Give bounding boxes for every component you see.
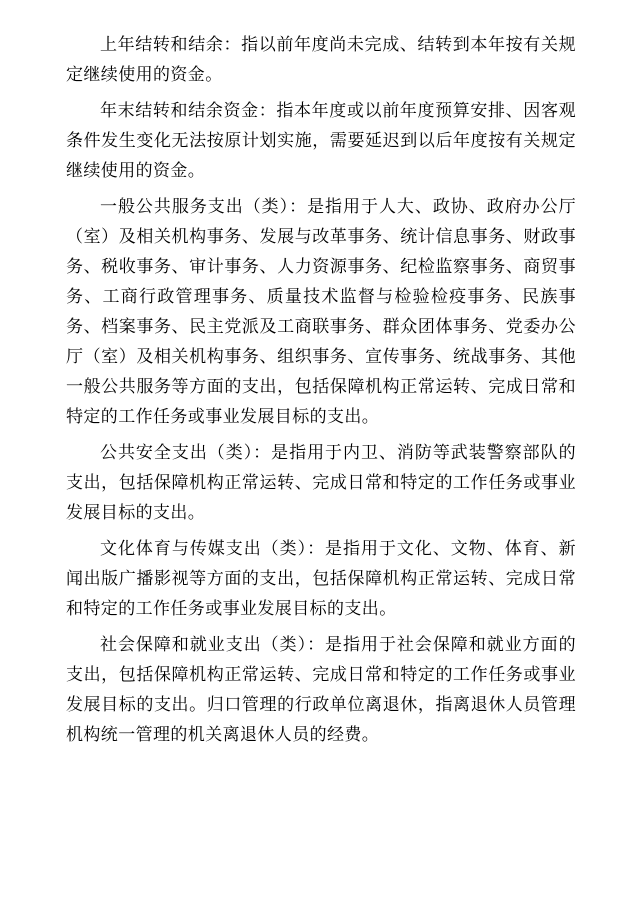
paragraph-prior-year-carryover: 上年结转和结余：指以前年度尚未完成、结转到本年按有关规定继续使用的资金。	[66, 35, 576, 85]
paragraph-year-end-carryover: 年末结转和结余资金：指本年度或以前年度预算安排、因客观条件发生变化无法按原计划实施，需要延迟到以后年度按有关规定继续使用的资金。	[66, 101, 576, 181]
paragraph-culture-sports-media: 文化体育与传媒支出（类）：是指用于文化、文物、体育、新闻出版广播影视等方面的支出，包括保障机构正常运转、完成日常和特定的工作任务或事业发展目标的支出。	[66, 539, 576, 619]
paragraph-social-security-employment: 社会保障和就业支出（类）：是指用于社会保障和就业方面的支出，包括保障机构正常运转、完成日常和特定的工作任务或事业发展目标的支出。归口管理的行政单位离退休，指离退休人员管理机构统一管理的机关离退休人员的经费。	[66, 635, 576, 745]
paragraph-public-safety: 公共安全支出（类）：是指用于内卫、消防等武装警察部队的支出，包括保障机构正常运转、完成日常和特定的工作任务或事业发展目标的支出。	[66, 443, 576, 523]
document-page	[66, 30, 576, 756]
paragraph-general-public-services: 一般公共服务支出（类）：是指用于人大、政协、政府办公厅（室）及相关机构事务、发展与改革事务、统计信息事务、财政事务、税收事务、审计事务、人力资源事务、纪检监察事务、商贸事务、工商行政管理事务、质量技术监督与检验检疫事务、民族事务、档案事务、民主党派及工商联事务、群众团体事务、党委办公厅（室）及相关机构事务、组织事务、宣传事务、统战事务、其他一般公共服务等方面的支出，包括保障机构正常运转、完成日常和特定的工作任务或事业发展目标的支出。	[66, 197, 576, 427]
